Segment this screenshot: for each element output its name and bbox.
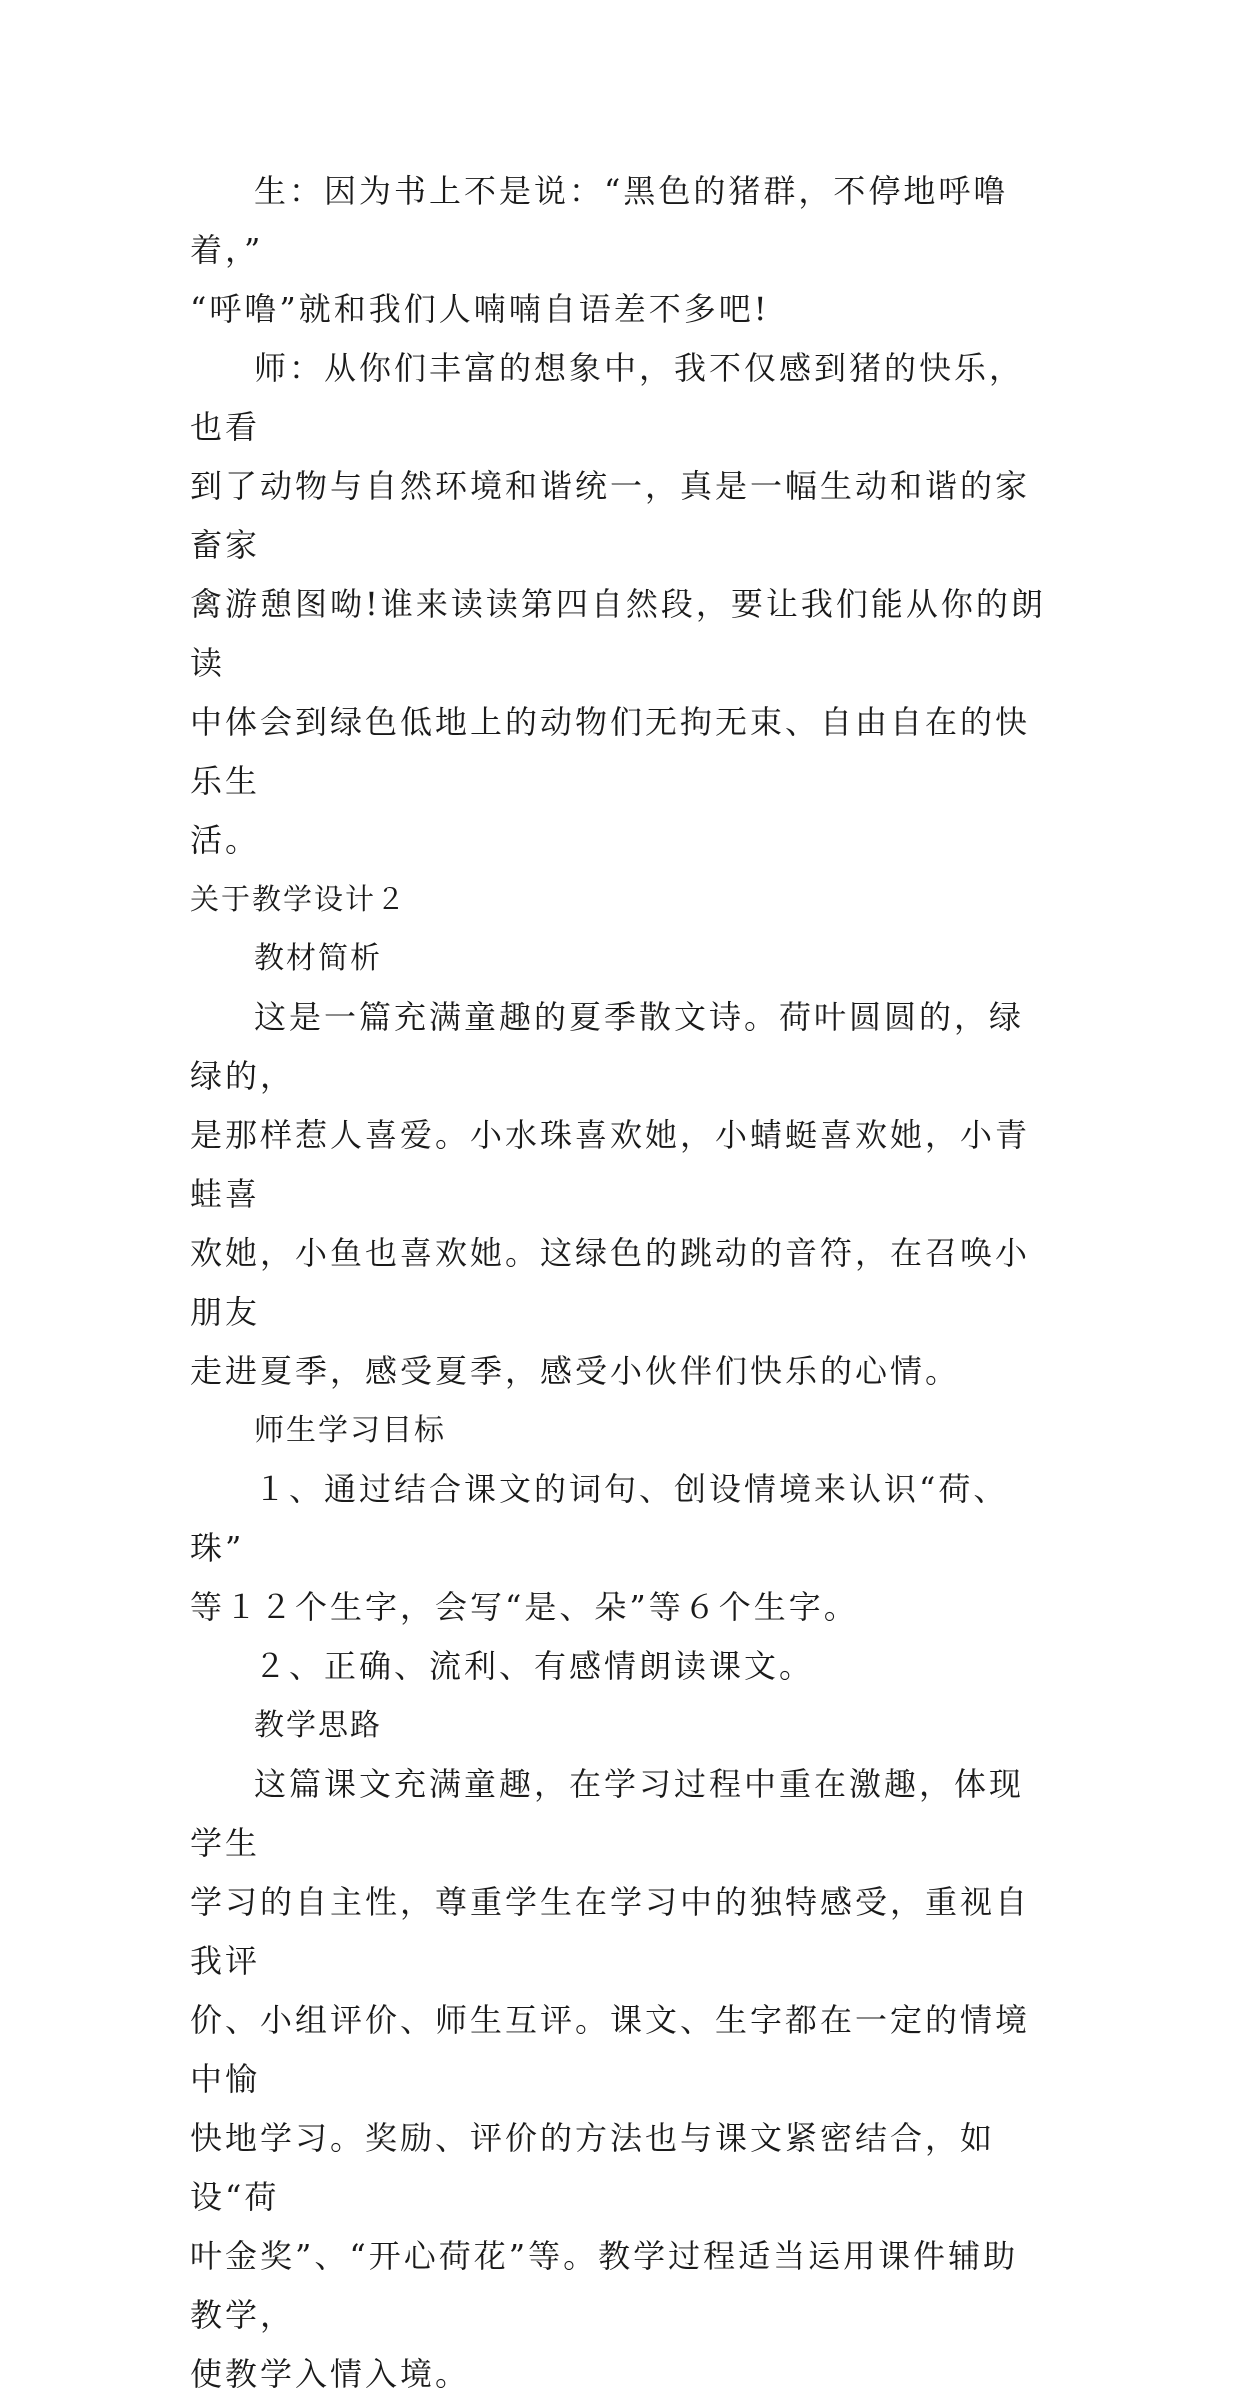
text-line: 等１２个生字，会写“是、朵”等６个生字。	[190, 1588, 859, 1626]
text-line: 这是一篇充满童趣的夏季散文诗。荷叶圆圆的，绿绿的，	[190, 998, 1025, 1095]
text-line: 是那样惹人喜爱。小水珠喜欢她，小蜻蜓喜欢她，小青蛙喜	[190, 1116, 1031, 1213]
text-line: 学习的自主性，尊重学生在学习中的独特感受，重视自我评	[190, 1883, 1031, 1980]
paragraph-goal-2	[190, 1637, 1050, 1696]
paragraph-student-answer	[190, 162, 1050, 339]
paragraph-material-analysis	[190, 988, 1050, 1401]
text-line: 使教学入情入境。	[190, 2355, 471, 2393]
subheading-learning-goals: 师生学习目标	[254, 1413, 446, 1448]
text-line: 活。	[190, 821, 261, 859]
text-line: 中体会到绿色低地上的动物们无拘无束、自由自在的快乐生	[190, 703, 1031, 800]
text-line: 走进夏季，感受夏季，感受小伙伴们快乐的心情。	[190, 1352, 961, 1390]
subheading-material-analysis: 教材简析	[254, 941, 382, 976]
text-line: １、通过结合课文的词句、创设情境来认识“荷、珠”	[190, 1470, 1009, 1567]
text-line: 快地学习。奖励、评价的方法也与课文紧密结合，如设“荷	[190, 2119, 996, 2216]
text-line: 这篇课文充满童趣，在学习过程中重在激趣，体现学生	[190, 1765, 1025, 1862]
section-heading: 关于教学设计２	[190, 882, 408, 916]
text-line: 欢她，小鱼也喜欢她。这绿色的跳动的音符，在召唤小朋友	[190, 1234, 1031, 1331]
text-line: 师：从你们丰富的想象中，我不仅感到猪的快乐，也看	[190, 349, 1025, 446]
text-line: 禽游憩图呦!谁来读读第四自然段，要让我们能从你的朗读	[190, 585, 1046, 682]
text-line: 叶金奖”、“开心荷花”等。教学过程适当运用课件辅助教学，	[190, 2237, 1019, 2334]
text-line: 价、小组评价、师生互评。课文、生字都在一定的情境中愉	[190, 2001, 1031, 2098]
text-line: ２、正确、流利、有感情朗读课文。	[254, 1647, 815, 1685]
text-line: 到了动物与自然环境和谐统一，真是一幅生动和谐的家畜家	[190, 467, 1031, 564]
paragraph-teacher-remark	[190, 339, 1050, 870]
text-line: 生：因为书上不是说：“黑色的猪群，不停地呼噜着，”	[190, 172, 1009, 269]
paragraph-teaching-approach	[190, 1755, 1050, 2404]
subheading-teaching-approach: 教学思路	[254, 1708, 382, 1743]
text-line: “呼噜”就和我们人喃喃自语差不多吧!	[190, 290, 770, 328]
paragraph-goal-1	[190, 1460, 1050, 1637]
document-body	[190, 162, 1050, 2404]
